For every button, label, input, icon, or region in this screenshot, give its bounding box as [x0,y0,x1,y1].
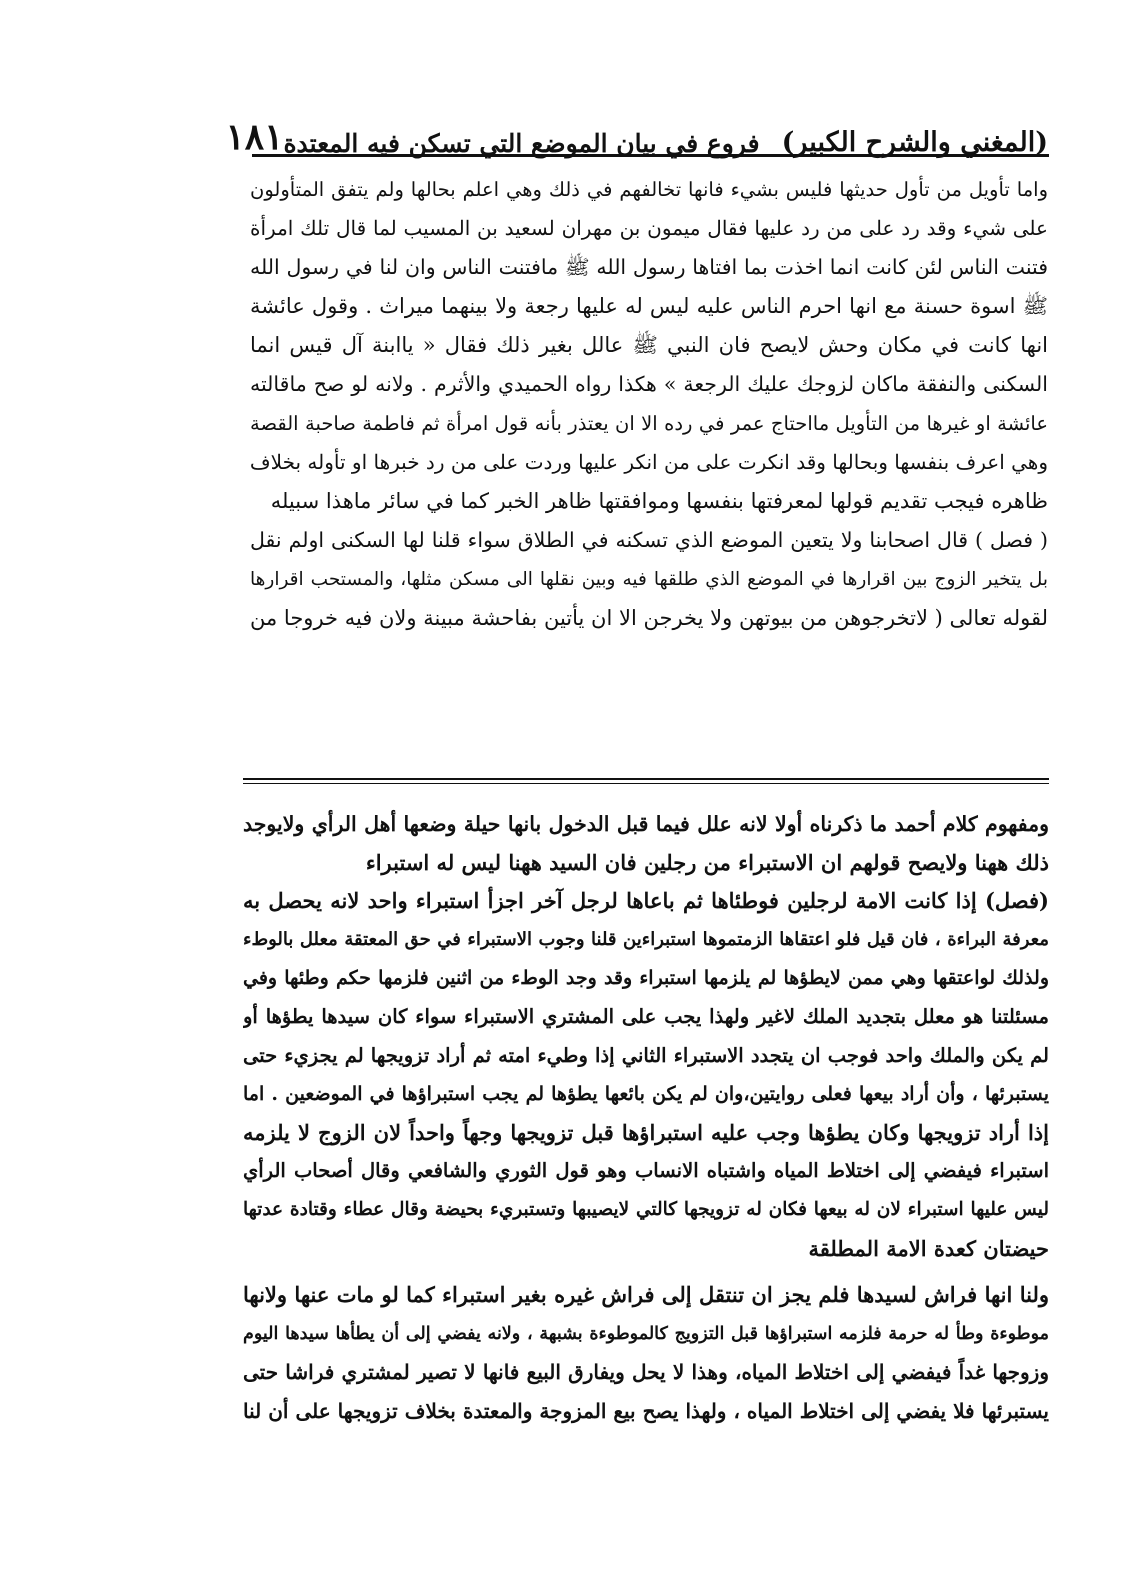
text-line: إذا أراد تزويجها وكان يطؤها وجب عليه استبراؤها قبل تزويجها وجهاً واحداً لان الزوج لا يلزمه [243,1119,1049,1145]
text-line: ومفهوم كلام أحمد ما ذكرناه أولا لانه علل فيما قبل الدخول بانها حيلة وضعها أهل الرأي ولايوجد [243,812,1049,836]
text-line: يستبرئها ، وأن أراد بيعها فعلى روايتين،وان لم يكن بائعها يطؤها لم يجب استبراؤها في الموضعين . اما [243,1083,1049,1106]
section-divider-thin [243,783,1049,784]
text-line: السكنى والنفقة ماكان لزوجك عليك الرجعة » هكذا رواه الحميدي والأثرم . ولانه لو صح ماقالته [250,372,1048,396]
book-title: (المغني والشرح الكبير) [781,127,1048,158]
text-line: يستبرئها فلا يفضي إلى اختلاط المياه ، ولهذا يصح بيع المزوجة والمعتدة بخلاف تزويجها على أن لنا [243,1398,1049,1423]
text-line: ولذلك لواعتقها وهي ممن لايطؤها لم يلزمها استبراء وقد وجد الوطء من اثنين فلزمها حكم وطئها وفي [243,967,1049,990]
text-line: واما تأويل من تأول حديثها فليس بشيء فانها تخالفهم في ذلك وهي اعلم بحالها ولم يتفق المتأولون [250,178,1048,201]
text-line: على شيء وقد رد على من رد عليها فقال ميمون بن مهران لسعيد بن المسيب لما قال تلك امرأة [250,216,1048,240]
text-line: حيضتان كعدة الامة المطلقة [808,1235,1049,1261]
text-line: موطوءة وطأ له حرمة فلزمه استبراؤها قبل التزويج كالموطوءة بشبهة ، ولانه يفضي إلى أن يطأها سيدها اليوم [243,1323,1049,1344]
page-number: ١٨١ [225,116,284,158]
page-header [225,108,1048,158]
text-line: انها كانت في مكان وحش لايصح فان النبي ﷺ عالل بغير ذلك فقال « ياابنة آل قيس انما [250,333,1048,357]
text-line: معرفة البراءة ، فان قيل فلو اعتقاها الزمتموها استبراءين قلنا وجوب الاستبراء في حق المعتقة معلل بالوطء [243,928,1049,950]
main-text [250,170,1048,638]
text-line: ﷺ اسوة حسنة مع انها احرم الناس عليه ليس له عليها رجعة ولا بينهما ميراث . وقول عائشة [250,294,1048,318]
text-line: وزوجها غداً فيفضي إلى اختلاط المياه، وهذا لا يحل ويفارق البيع فانها لا تصير لمشتري فراشا حتى [243,1360,1049,1385]
text-line: عائشة او غيرها من التأويل مااحتاج عمر في رده الا ان يعتذر بأنه قول امرأة ثم فاطمة صاحبة القصة [250,412,1048,435]
text-line: لقوله تعالى ( لاتخرجوهن من بيوتهن ولا يخرجن الا ان يأتين بفاحشة مبينة ولان فيه خروجا من [250,606,1048,630]
text-line: ظاهره فيجب تقديم قولها لمعرفتها بنفسها وموافقتها ظاهر الخبر كما في سائر ماهذا سبيله [270,489,1048,513]
text-line: ( فصل ) قال اصحابنا ولا يتعين الموضع الذي تسكنه في الطلاق سواء قلنا لها السكنى اولم نقل [250,528,1048,552]
text-line: استبراء فيفضي إلى اختلاط المياه واشتباه الانساب وهو قول الثوري والشافعي وقال أصحاب الرأي [243,1159,1049,1183]
text-line: وهي اعرف بنفسها وبحالها وقد انكرت على من انكر عليها وردت على من رد خبرها او تأوله بخلاف [250,450,1048,474]
text-line: (فصل) إذا كانت الامة لرجلين فوطئاها ثم باعاها لرجل آخر اجزأ استبراء واحد لانه يحصل به [243,888,1049,914]
section-divider [243,778,1049,780]
text-line: مسئلتنا هو معلل بتجديد الملك لاغير ولهذا يجب على المشتري الاستبراء سواء كان سيدها يطؤها أو [243,1004,1049,1028]
text-line: ذلك ههنا ولايصح قولهم ان الاستبراء من رجلين فان السيد ههنا ليس له استبراء [365,849,1049,875]
text-line: لم يكن والملك واحد فوجب ان يتجدد الاستبراء الثاني إذا وطيء امته ثم أراد تزويجها لم يجزيء حتى [243,1043,1049,1067]
text-line: ليس عليها استبراء لان له بيعها فكان له تزويجها كالتي لايصيبها وتستبريء بحيضة وقال عطاء وقتادة عدتها [243,1198,1049,1220]
text-line: ولنا انها فراش لسيدها فلم يجز ان تنتقل إلى فراش غيره بغير استبراء كما لو مات عنها ولانها [243,1282,1049,1308]
section-title: فروع في بيان الموضع التي تسكن فيه المعتدة [283,129,760,158]
commentary-text [243,805,1049,1431]
text-line: بل يتخير الزوج بين اقرارها في الموضع الذي طلقها فيه وبين نقلها الى مسكن مثلها، والمستحب اقرارها [250,569,1048,590]
text-line: فتنت الناس لئن كانت انما اخذت بما افتاها رسول الله ﷺ مافتنت الناس وان لنا في رسول الله [250,255,1048,279]
header-rule [252,154,1049,157]
